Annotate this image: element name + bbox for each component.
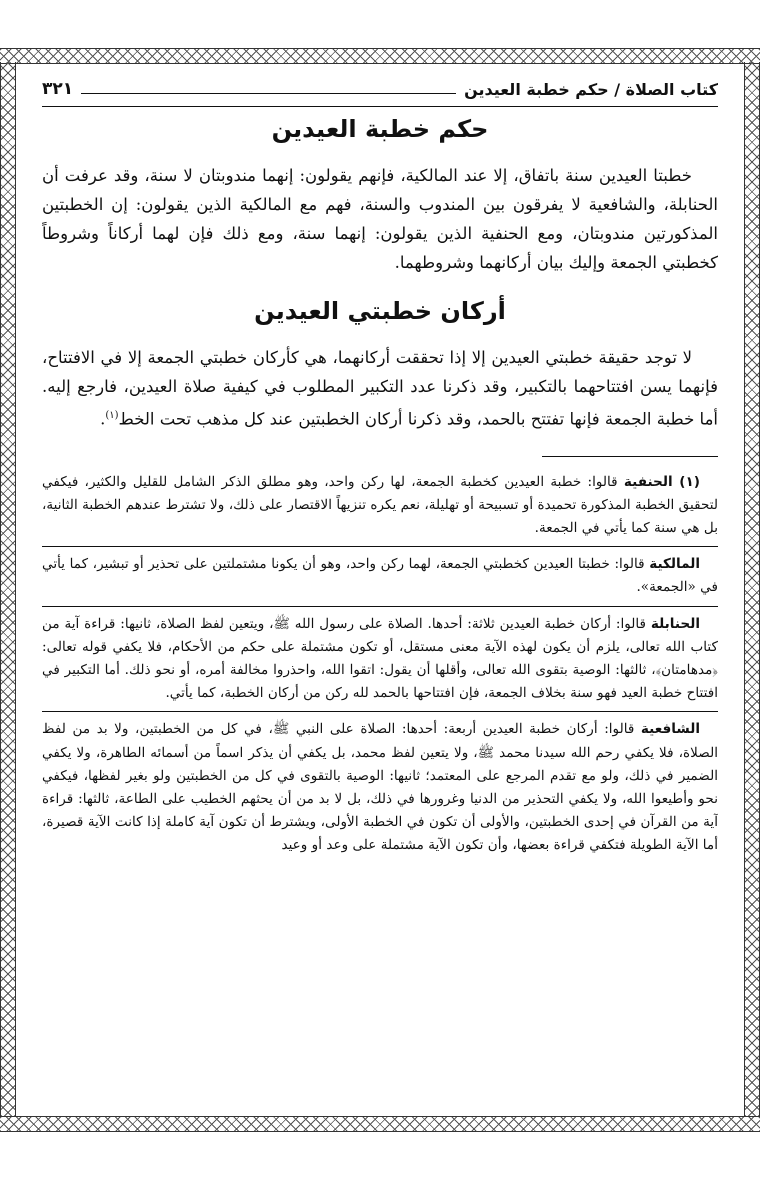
- running-header: [42, 72, 718, 107]
- pillars-text: لا توجد حقيقة خطبتي العيدين إلا إذا تحققت أركانهما، هي كأركان خطبتي الجمعة إلا في الافتتاح، فإنهما يسن افتتاحهما بالتكبير، وقد ذكرنا عدد التكبير المطلوب في كيفية صلاة العيدين، فارجع إليه. أما خطبة الجمعة فإنها تفتتح بالحمد، وقد ذكرنا أركان الخطبتين عند كل مذهب تحت الخط: [42, 348, 718, 429]
- section-heading-pillars: أركان خطبتي العيدين: [254, 297, 506, 325]
- section-heading-ruling: حكم خطبة العيدين: [271, 115, 489, 143]
- ornamental-border-right: [744, 62, 760, 1116]
- footnote-hanbali: [42, 613, 718, 706]
- footnote-separator: [542, 456, 718, 457]
- running-header-title: كتاب الصلاة / حكم خطبة العيدين: [464, 79, 718, 99]
- ornamental-border-bottom: [0, 1116, 760, 1132]
- footnote-maliki: [42, 553, 718, 599]
- header-rule: [81, 93, 456, 94]
- footnote-text: قالوا: أركان خطبة العيدين ثلاثة: أحدها. الصلاة على رسول الله ﷺ، ويتعين لفظ الصلاة، ثانيها: قراءة آية من كتاب الله تعالى، يلزم أن يكون لهذه الآية معنى مستقل، أو تكون مشتملة على حكم من الأحكام، فلا يكفي قوله تعالى: ﴿مدهامتان﴾، ثالثها: الوصية بتقوى الله تعالى، وأقلها أن يقول: اتقوا الله، واحذروا مخالفة أمره، أو نحو ذلك. أما التكبير في افتتاح خطبة العيد فهو سنة بخلاف الجمعة، فإن افتتاحها بالحمد لله ركن من أركان الخطبة، كما يأتي.: [42, 615, 718, 702]
- section-paragraph-ruling: خطبتا العيدين سنة باتفاق، إلا عند المالكية، فإنهم يقولون: إنهما مندوبتان لا سنة، وقد عرفت أن الحنابلة، والشافعية لا يفرقون بين المندوب والسنة، فهم مع المالكية الذين يقولون: إن الخطبتين المذكورتين مندوبتان، ومع الحنفية الذين يقولون: إنهما سنة، ومع ذلك فإن لهما أركاناً وشروطاً كخطبتي الجمعة وإليك بيان أركانهما وشروطهما.: [42, 166, 718, 272]
- footnote-text: قالوا: خطبة العيدين كخطبة الجمعة، لها ركن واحد، وهو مطلق الذكر الشامل للقليل والكثير، فيكفي لتحقيق الخطبة المذكورة تحميدة أو تسبيحة أو تهليلة، نعم يكره تنزيهاً الاقتصار على ذلك، ولا تشترط عندهم الخطبة الثانية، بل هي سنة كما يأتي في الجمعة.: [42, 473, 718, 536]
- footnote-school-name: الشافعية: [640, 721, 700, 738]
- footnote-shafii: [42, 718, 718, 857]
- footnote-school-name: المالكية: [649, 556, 700, 573]
- ornamental-border-left: [0, 62, 16, 1116]
- book-page: [42, 72, 718, 1112]
- page-number: ٣٢١: [42, 79, 74, 99]
- section-paragraph-pillars: لا توجد حقيقة خطبتي العيدين إلا إذا تحققت أركانهما، هي كأركان خطبتي الجمعة إلا في الافتتاح، فإنهما يسن افتتاحهما بالتكبير، وقد ذكرنا عدد التكبير المطلوب في كيفية صلاة العيدين، فارجع إليه. أما خطبة الجمعة فإنها تفتتح بالحمد، وقد ذكرنا أركان الخطبتين عند كل مذهب تحت الخط$^{(١)}$.: [42, 348, 718, 429]
- footnote-reference: (١): [105, 410, 119, 421]
- footnote-text: قالوا: خطبتا العيدين كخطبتي الجمعة، لهما ركن واحد، وهو أن يكونا مشتملتين على تحذير أو تبشير، كما يأتي في «الجمعة».: [42, 556, 718, 596]
- footnote-divider: [42, 546, 718, 547]
- footnote-school-name: (١) الحنفية: [623, 473, 701, 490]
- footnote-divider: [42, 711, 718, 712]
- ornamental-border-top: [0, 48, 760, 64]
- footnote-hanafi: [42, 471, 718, 541]
- footnote-text: قالوا: أركان خطبة العيدين أربعة: أحدها: الصلاة على النبي ﷺ، في كل من الخطبتين، ولا بد من لفظ الصلاة، فلا يكفي رحم الله سيدنا محمد ﷺ، ولا يتعين لفظ محمد، بل يكفي أن يذكر اسماً من أسمائه الطاهرة، ولا يكفي الضمير في ذلك، ولو مع تقدم المرجع على المعتمد؛ ثانيها: الوصية بالتقوى في كل من الخطبتين ولو بغير لفظها، فيكفي نحو وأطيعوا الله، ولا يكفي التحذير من الدنيا وغرورها في ذلك، بل لا بد من أن يحثهم الخطيب على الطاعة، ثالثها: قراءة آية من القرآن في إحدى الخطبتين، والأولى أن تكون في الخطبة الأولى، ويشترط أن تكون آية كاملة إذا كانت الآية قصيرة، أما الآية الطويلة فتكفي قراءة بعضها، وأن تكون الآية مشتملة على وعد أو وعيد: [42, 721, 718, 854]
- footnote-divider: [42, 606, 718, 607]
- footnote-school-name: الحنابلة: [650, 615, 700, 632]
